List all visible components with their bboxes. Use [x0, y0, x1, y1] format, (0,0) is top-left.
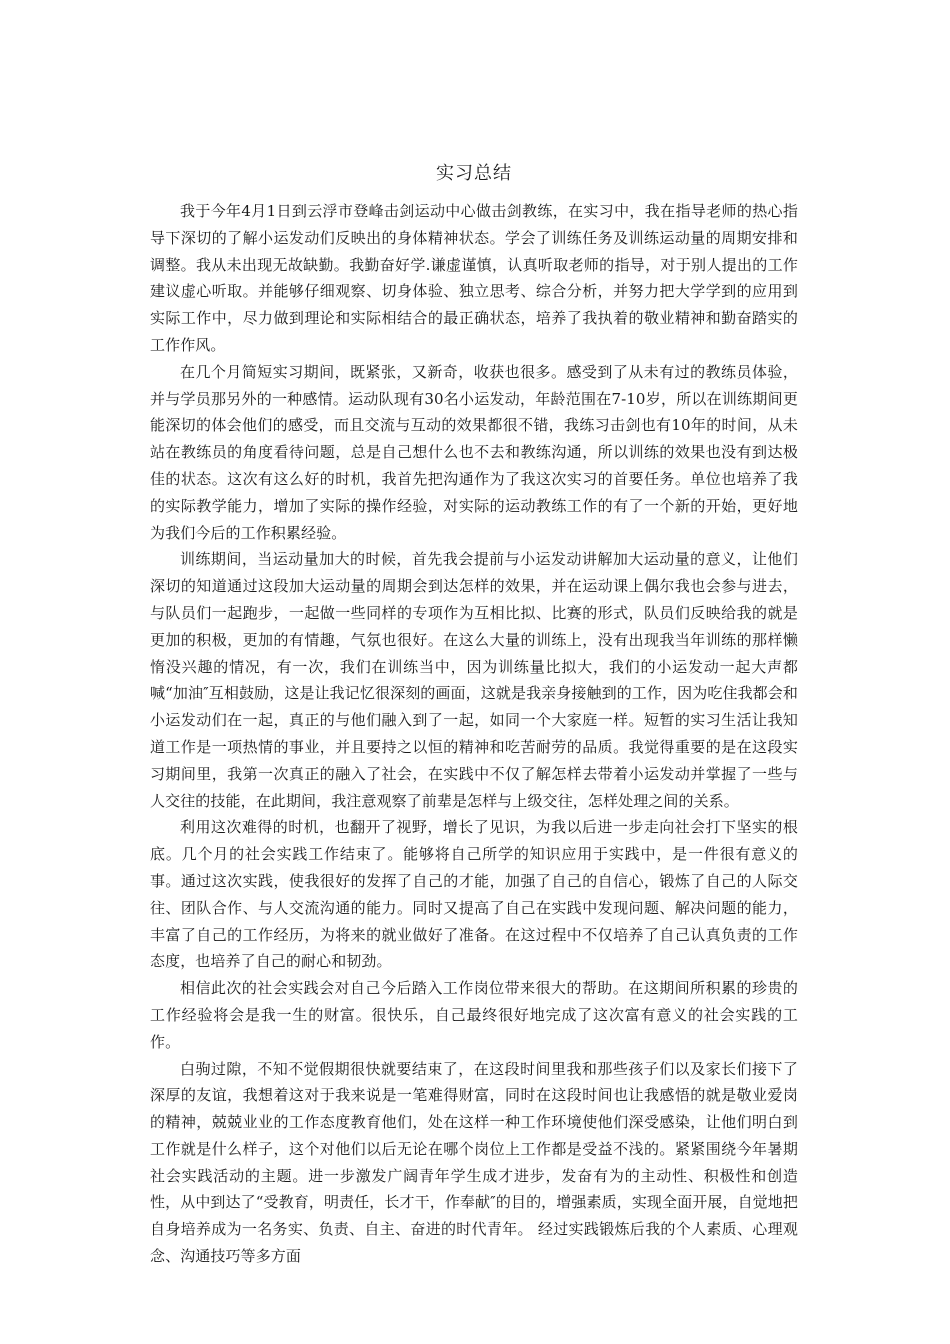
paragraph-5: 相信此次的社会实践会对自己今后踏入工作岗位带来很大的帮助。在这期间所积累的珍贵的工作经验将会是我一生的财富。很快乐，自己最终很好地完成了这次富有意义的社会实践的工作。	[150, 979, 798, 1051]
paragraph-6: 白驹过隙，不知不觉假期很快就要结束了，在这段时间里我和那些孩子们以及家长们接下了深厚的友谊，我想着这对于我来说是一笔难得财富，同时在这段时间也让我感悟的就是敬业爱岗的精神，兢兢业业的工作态度教育他们，处在这样一种工作环境使他们深受感染，让他们明白到工作就是什么样子，这个对他们以后无论在哪个岗位上工作都是受益不浅的。紧紧围绕今年暑期社会实践活动的主题。进一步激发广阔青年学生成才进步，发奋有为的主动性、积极性和创造性，从中到达了“受教育，明责任，长才干，作奉献″的目的，增强素质，实现全面开展，自觉地把自身培养成为一名务实、负责、自主、奋进的时代青年。 经过实践锻炼后我的个人素质、心理观念、沟通技巧等多方面	[150, 1059, 798, 1266]
paragraph-1: 我于今年4月1日到云浮市登峰击剑运动中心做击剑教练，在实习中，我在指导老师的热心指导下深切的了解小运发动们反映出的身体精神状态。学会了训练任务及训练运动量的周期安排和调整。我从未出现无故缺勤。我勤奋好学.谦虚谨慎，认真听取老师的指导，对于别人提出的工作建议虚心听取。并能够仔细观察、切身体验、独立思考、综合分析，并努力把大学学到的应用到实际工作中，尽力做到理论和实际相结合的最正确状态，培养了我执着的敬业精神和勤奋踏实的工作作风。	[150, 202, 798, 354]
document-title: 实习总结	[436, 163, 512, 184]
paragraph-4: 利用这次难得的时机，也翻开了视野，增长了见识，为我以后进一步走向社会打下坚实的根底。几个月的社会实践工作结束了。能够将自己所学的知识应用于实践中，是一件很有意义的事。通过这次实践，使我很好的发挥了自己的才能，加强了自己的自信心，锻炼了自己的人际交往、团队合作、与人交流沟通的能力。同时又提高了自己在实践中发现问题、解决问题的能力，丰富了自己的工作经历，为将来的就业做好了准备。在这过程中不仅培养了自己认真负责的工作态度，也培养了自己的耐心和韧劲。	[150, 818, 798, 971]
paragraph-2: 在几个月简短实习期间，既紧张，又新奇，收获也很多。感受到了从未有过的教练员体验，并与学员那另外的一种感情。运动队现有30名小运发动，年龄范围在7-10岁，所以在训练期间更能深切的体会他们的感受，而且交流与互动的效果都很不错，我练习击剑也有10年的时间，从未站在教练员的角度看待问题，总是自己想什么也不去和教练沟通，所以训练的效果也没有到达极佳的状态。这次有这么好的时机，我首先把沟通作为了我这次实习的首要任务。单位也培养了我的实际教学能力，增加了实际的操作经验，对实际的运动教练工作的有了一个新的开始，更好地为我们今后的工作积累经验。	[150, 362, 798, 542]
paragraph-3: 训练期间，当运动量加大的时候，首先我会提前与小运发动讲解加大运动量的意义，让他们深切的知道通过这段加大运动量的周期会到达怎样的效果，并在运动课上偶尔我也会参与进去，与队员们一起跑步，一起做一些同样的专项作为互相比拟、比赛的形式，队员们反映给我的就是更加的积极，更加的有情趣，气氛也很好。在这么大量的训练上，没有出现我当年训练的那样懒惰没兴趣的情况，有一次，我们在训练当中，因为训练量比拟大，我们的小运发动一起大声都喊“加油″互相鼓励，这是让我记忆很深刻的画面，这就是我亲身接触到的工作，因为吃住我都会和小运发动们在一起，真正的与他们融入到了一起，如同一个大家庭一样。短暂的实习生活让我知道工作是一项热情的事业，并且要持之以恒的精神和吃苦耐劳的品质。我觉得重要的是在这段实习期间里，我第一次真正的融入了社会，在实践中不仅了解怎样去带着小运发动并掌握了一些与人交往的技能，在此期间，我注意观察了前辈是怎样与上级交往，怎样处理之间的关系。	[150, 550, 798, 810]
document-page	[150, 160, 798, 1270]
